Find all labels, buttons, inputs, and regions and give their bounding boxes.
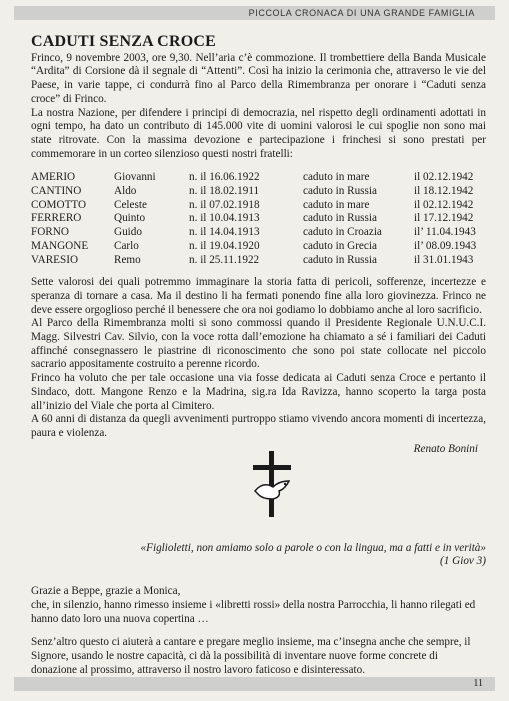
paragraph-sacrifice: Sette valorosi dei quali potremmo immaginare la storia fatta di pericoli, sofferenze, incertezze e speranza di tornare a casa. Ma il destino li ha fermati ponendo fine alla loro giovinezza. Frinco ne deve essere orgoglioso perché il benessere che ora noi godiamo lo dobbiamo anche al loro sacrificio. — [31, 276, 486, 316]
author: Renato Bonini — [413, 442, 478, 455]
footer-bar — [14, 677, 495, 691]
fallen-born: n. il 16.06.1922 — [189, 171, 260, 184]
fallen-row — [31, 171, 476, 185]
fallen-row — [31, 240, 476, 254]
fallen-row — [31, 226, 476, 240]
fallen-date: il 02.12.1942 — [414, 198, 474, 211]
fallen-name: Aldo — [114, 185, 137, 198]
fallen-row — [31, 199, 476, 213]
quote-reference: (1 Giov 3) — [440, 555, 486, 568]
fallen-name: Guido — [114, 226, 142, 239]
fallen-name: Quinto — [114, 212, 146, 225]
fallen-name: Giovanni — [114, 171, 156, 184]
fallen-where: caduto in mare — [303, 198, 370, 211]
fallen-surname: AMERIO — [31, 171, 76, 184]
paragraph-street: Frinco ha voluto che per tale occasione una via fosse dedicata ai Caduti senza Croce e pertanto il Sindaco, dott. Mangone Renzo e la Madrina, sig.ra Ida Ravizza, hanno scoperto la targa posta all’inizio del Viale che porta al Cimitero. — [31, 372, 486, 412]
nation-paragraph: La nostra Nazione, per difendere i principi di democrazia, nel rispetto degli ordinamenti adottati in ogni tempo, ha dato un contributo di 145.000 vite di uomini valorosi le cui spoglie non sono mai state ritrovate. Con la massima devozione e partecipazione i frinchesi si sono prestati per commemorare in un corteo silenzioso questi nostri fratelli: — [31, 106, 486, 160]
paragraph-today: A 60 anni di distanza da quegli avvenimenti purtroppo stiamo vivendo ancora momenti di incertezza, paura e violenza. — [31, 413, 486, 439]
fallen-date: il 02.12.1942 — [414, 171, 474, 184]
fallen-where: caduto in Croazia — [303, 226, 382, 239]
fallen-date: il 31.01.1943 — [414, 253, 474, 266]
fallen-date: il’ 08.09.1943 — [414, 239, 477, 252]
fallen-surname: COMOTTO — [31, 198, 87, 211]
fallen-born: n. il 10.04.1913 — [189, 212, 260, 225]
bible-quote — [31, 542, 486, 569]
thanks-line-2: che, in silenzio, hanno rimesso insieme i «libretti rossi» della nostra Parrocchia, li hanno rilegati ed hanno dato loro una nuova copertina … — [31, 598, 476, 625]
fallen-where: caduto in Russia — [303, 253, 377, 266]
cross-illustration — [31, 481, 486, 536]
fallen-row — [31, 185, 476, 199]
page-number: 11 — [473, 678, 483, 689]
article — [31, 35, 486, 677]
fallen-list — [31, 171, 476, 267]
fallen-born: n. il 07.02.1918 — [189, 198, 260, 211]
fallen-name: Celeste — [114, 198, 147, 211]
thanks-section — [31, 585, 486, 677]
thanks-line-3: Senz’altro questo ci aiuterà a cantare e pregare meglio insieme, ma c’insegna anche che sempre, il Signore, usando le nostre capacità, ci dà la possibilità di inventare nuove forme concrete di donazione al prossimo, attraverso il nostro lavoro faticoso e disinteressato. — [31, 636, 471, 676]
paragraph-ceremony: Al Parco della Rimembranza molti si sono commossi quando il Presidente Regionale U.N.U.C.I. Magg. Silvestri Cav. Silvio, con la voce rotta dall’emozione ha chiamato a sé i familiari dei Caduti affinché consegnassero le piastrine di riconoscimento che sono poi state collocate nel piccolo sacrario appositamente costruito a perenne ricordo. — [31, 317, 486, 371]
fallen-date: il 17.12.1942 — [414, 212, 474, 225]
intro-paragraph: Frinco, 9 novembre 2003, ore 9,30. Nell’aria c’è commozione. Il trombettiere della Banda Musicale “Ardita” di Corsione dà il segnale di “Attenti”. Così ha inizio la cerimonia che, attraverso le vie del Paese, in varie tappe, ci condurrà fino al Parco della Rimembranza per onorare i “Caduti senza croce” di Frinco. — [31, 51, 486, 105]
fallen-born: n. il 19.04.1920 — [189, 239, 260, 252]
fallen-born: n. il 18.02.1911 — [189, 185, 260, 198]
fallen-surname: VARESIO — [31, 253, 79, 266]
fallen-name: Remo — [114, 253, 141, 266]
fallen-born: n. il 25.11.1922 — [189, 253, 260, 266]
fallen-born: n. il 14.04.1913 — [189, 226, 260, 239]
fallen-surname: MANGONE — [31, 239, 89, 252]
article-title: CADUTI SENZA CROCE — [31, 33, 216, 50]
fallen-where: caduto in Russia — [303, 212, 377, 225]
fallen-name: Carlo — [114, 239, 139, 252]
fallen-row — [31, 212, 476, 226]
fallen-where: caduto in Grecia — [303, 239, 377, 252]
thanks-line-1: Grazie a Beppe, grazie a Monica, — [31, 585, 181, 598]
fallen-date: il’ 11.04.1943 — [414, 226, 476, 239]
fallen-surname: FORNO — [31, 226, 69, 239]
cross-dove-icon — [249, 451, 295, 517]
fallen-date: il 18.12.1942 — [414, 185, 474, 198]
fallen-where: caduto in mare — [303, 171, 370, 184]
fallen-surname: FERRERO — [31, 212, 82, 225]
quote-text: «Figlioletti, non amiamo solo a parole o con la lingua, ma a fatti e in verità» — [140, 541, 486, 554]
fallen-row — [31, 254, 476, 268]
fallen-surname: CANTINO — [31, 185, 82, 198]
fallen-where: caduto in Russia — [303, 185, 377, 198]
section-header: PICCOLA CRONACA DI UNA GRANDE FAMIGLIA — [14, 6, 495, 20]
